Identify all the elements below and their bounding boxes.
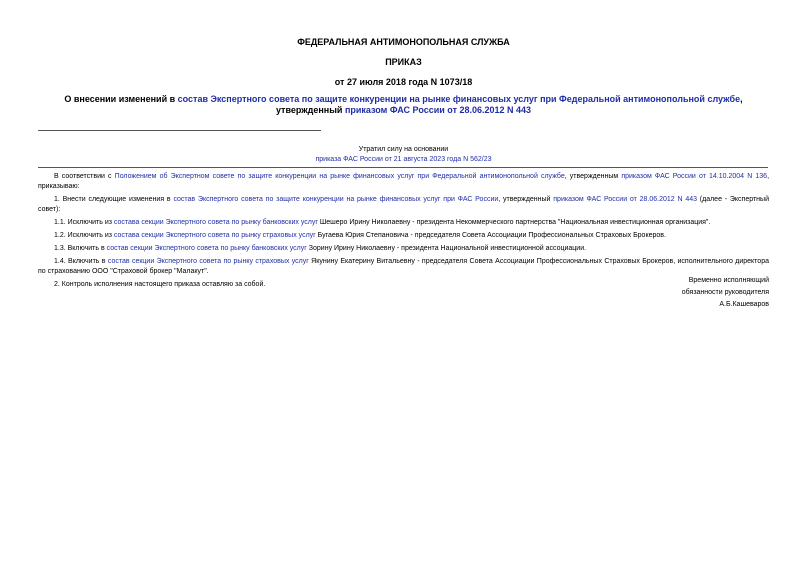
body-text: (далее - Экспертный совет): (38, 196, 769, 213)
paragraph-1-2 (38, 231, 769, 241)
body-text: 1.3. Включить в (54, 245, 107, 252)
document-title-line2 (0, 105, 807, 116)
body-text: , утвержденный (498, 196, 554, 203)
body-text: 1.2. Исключить из (54, 232, 114, 239)
body-text: 1.4. Включить в (54, 258, 108, 265)
link-order-136[interactable]: приказом ФАС России от 14.10.2004 N 136 (621, 173, 768, 180)
agency-name: ФЕДЕРАЛЬНАЯ АНТИМОНОПОЛЬНАЯ СЛУЖБА (297, 37, 510, 47)
body-text: Бугаева Юрия Степановича - председателя Совета Ассоциации Профессиональных Страховых Брокеров. (315, 232, 666, 239)
document-type: ПРИКАЗ (385, 57, 422, 67)
link-order-443[interactable]: приказом ФАС России от 28.06.2012 N 443 (553, 196, 697, 203)
body-text: , утвержденным (564, 173, 622, 180)
divider-short (38, 130, 321, 131)
title-text: , (740, 94, 743, 104)
link-regulation[interactable]: Положением об Экспертном совете по защите конкуренции на рынке финансовых услуг при Федеральной антимонопольной службе (114, 173, 565, 180)
body-text: Зорину Ирину Николаевну - президента Национальной инвестиционной ассоциации. (306, 245, 587, 252)
body-text: Якунину Екатерину Витальевну - председателя Совета Ассоциации Профессиональных Страховых Брокеров, исполнительного директора по страхованию ООО "Страховой брокер "Малакут". (38, 258, 769, 275)
document-title-line1 (0, 94, 807, 105)
title-link-council-composition[interactable]: состав Экспертного совета по защите конкуренции на рынке финансовых услуг при Федеральной антимонопольной службе (177, 94, 741, 104)
divider-long (38, 167, 768, 168)
body-text: В соответствии с (54, 173, 115, 180)
link-insurance-section[interactable]: состав секции Экспертного совета по рынку страховых услуг (107, 258, 309, 265)
document-body (38, 172, 769, 293)
signature-block (682, 276, 769, 312)
paragraph-2: 2. Контроль исполнения настоящего приказа оставляю за собой. (54, 281, 266, 288)
paragraph-1 (38, 195, 769, 215)
body-text: 1. Внести следующие изменения в (54, 196, 174, 203)
body-text: 1.1. Исключить из (54, 219, 114, 226)
link-council-composition[interactable]: состав Экспертного совета по защите конкуренции на рынке финансовых услуг при ФАС России (173, 196, 499, 203)
paragraph-1-3 (38, 244, 769, 254)
repeal-order-link[interactable]: приказа ФАС России от 21 августа 2023 года N 562/23 (315, 156, 492, 163)
link-banking-section[interactable]: состав секции Экспертного совета по рынку банковских услуг (106, 245, 307, 252)
link-banking-section[interactable]: состава секции Экспертного совета по рынку банковских услуг (113, 219, 318, 226)
repeal-note-link-line (0, 155, 807, 165)
link-insurance-section[interactable]: состава секции Экспертного совета по рынку страховых услуг (113, 232, 316, 239)
paragraph-1-4 (38, 257, 769, 277)
paragraph-preamble (38, 172, 769, 192)
body-text: Шешеро Ирину Николаевну - президента Некоммерческого партнерства "Национальная инвестиционная организация". (317, 219, 711, 226)
title-text: О внесении изменений в (64, 94, 178, 104)
document-date-number: от 27 июля 2018 года N 1073/18 (334, 77, 473, 87)
repeal-note: Утратил силу на основании (358, 146, 449, 153)
paragraph-1-1 (38, 218, 769, 228)
title-link-order-443[interactable]: приказом ФАС России от 28.06.2012 N 443 (344, 105, 532, 115)
signature-position-line2: обязанности руководителя (681, 289, 769, 296)
signature-position-line1: Временно исполняющий (688, 277, 769, 284)
signature-name: А.Б.Кашеваров (719, 301, 769, 308)
title-text: утвержденный (275, 105, 345, 115)
body-text: , приказываю: (38, 173, 770, 190)
